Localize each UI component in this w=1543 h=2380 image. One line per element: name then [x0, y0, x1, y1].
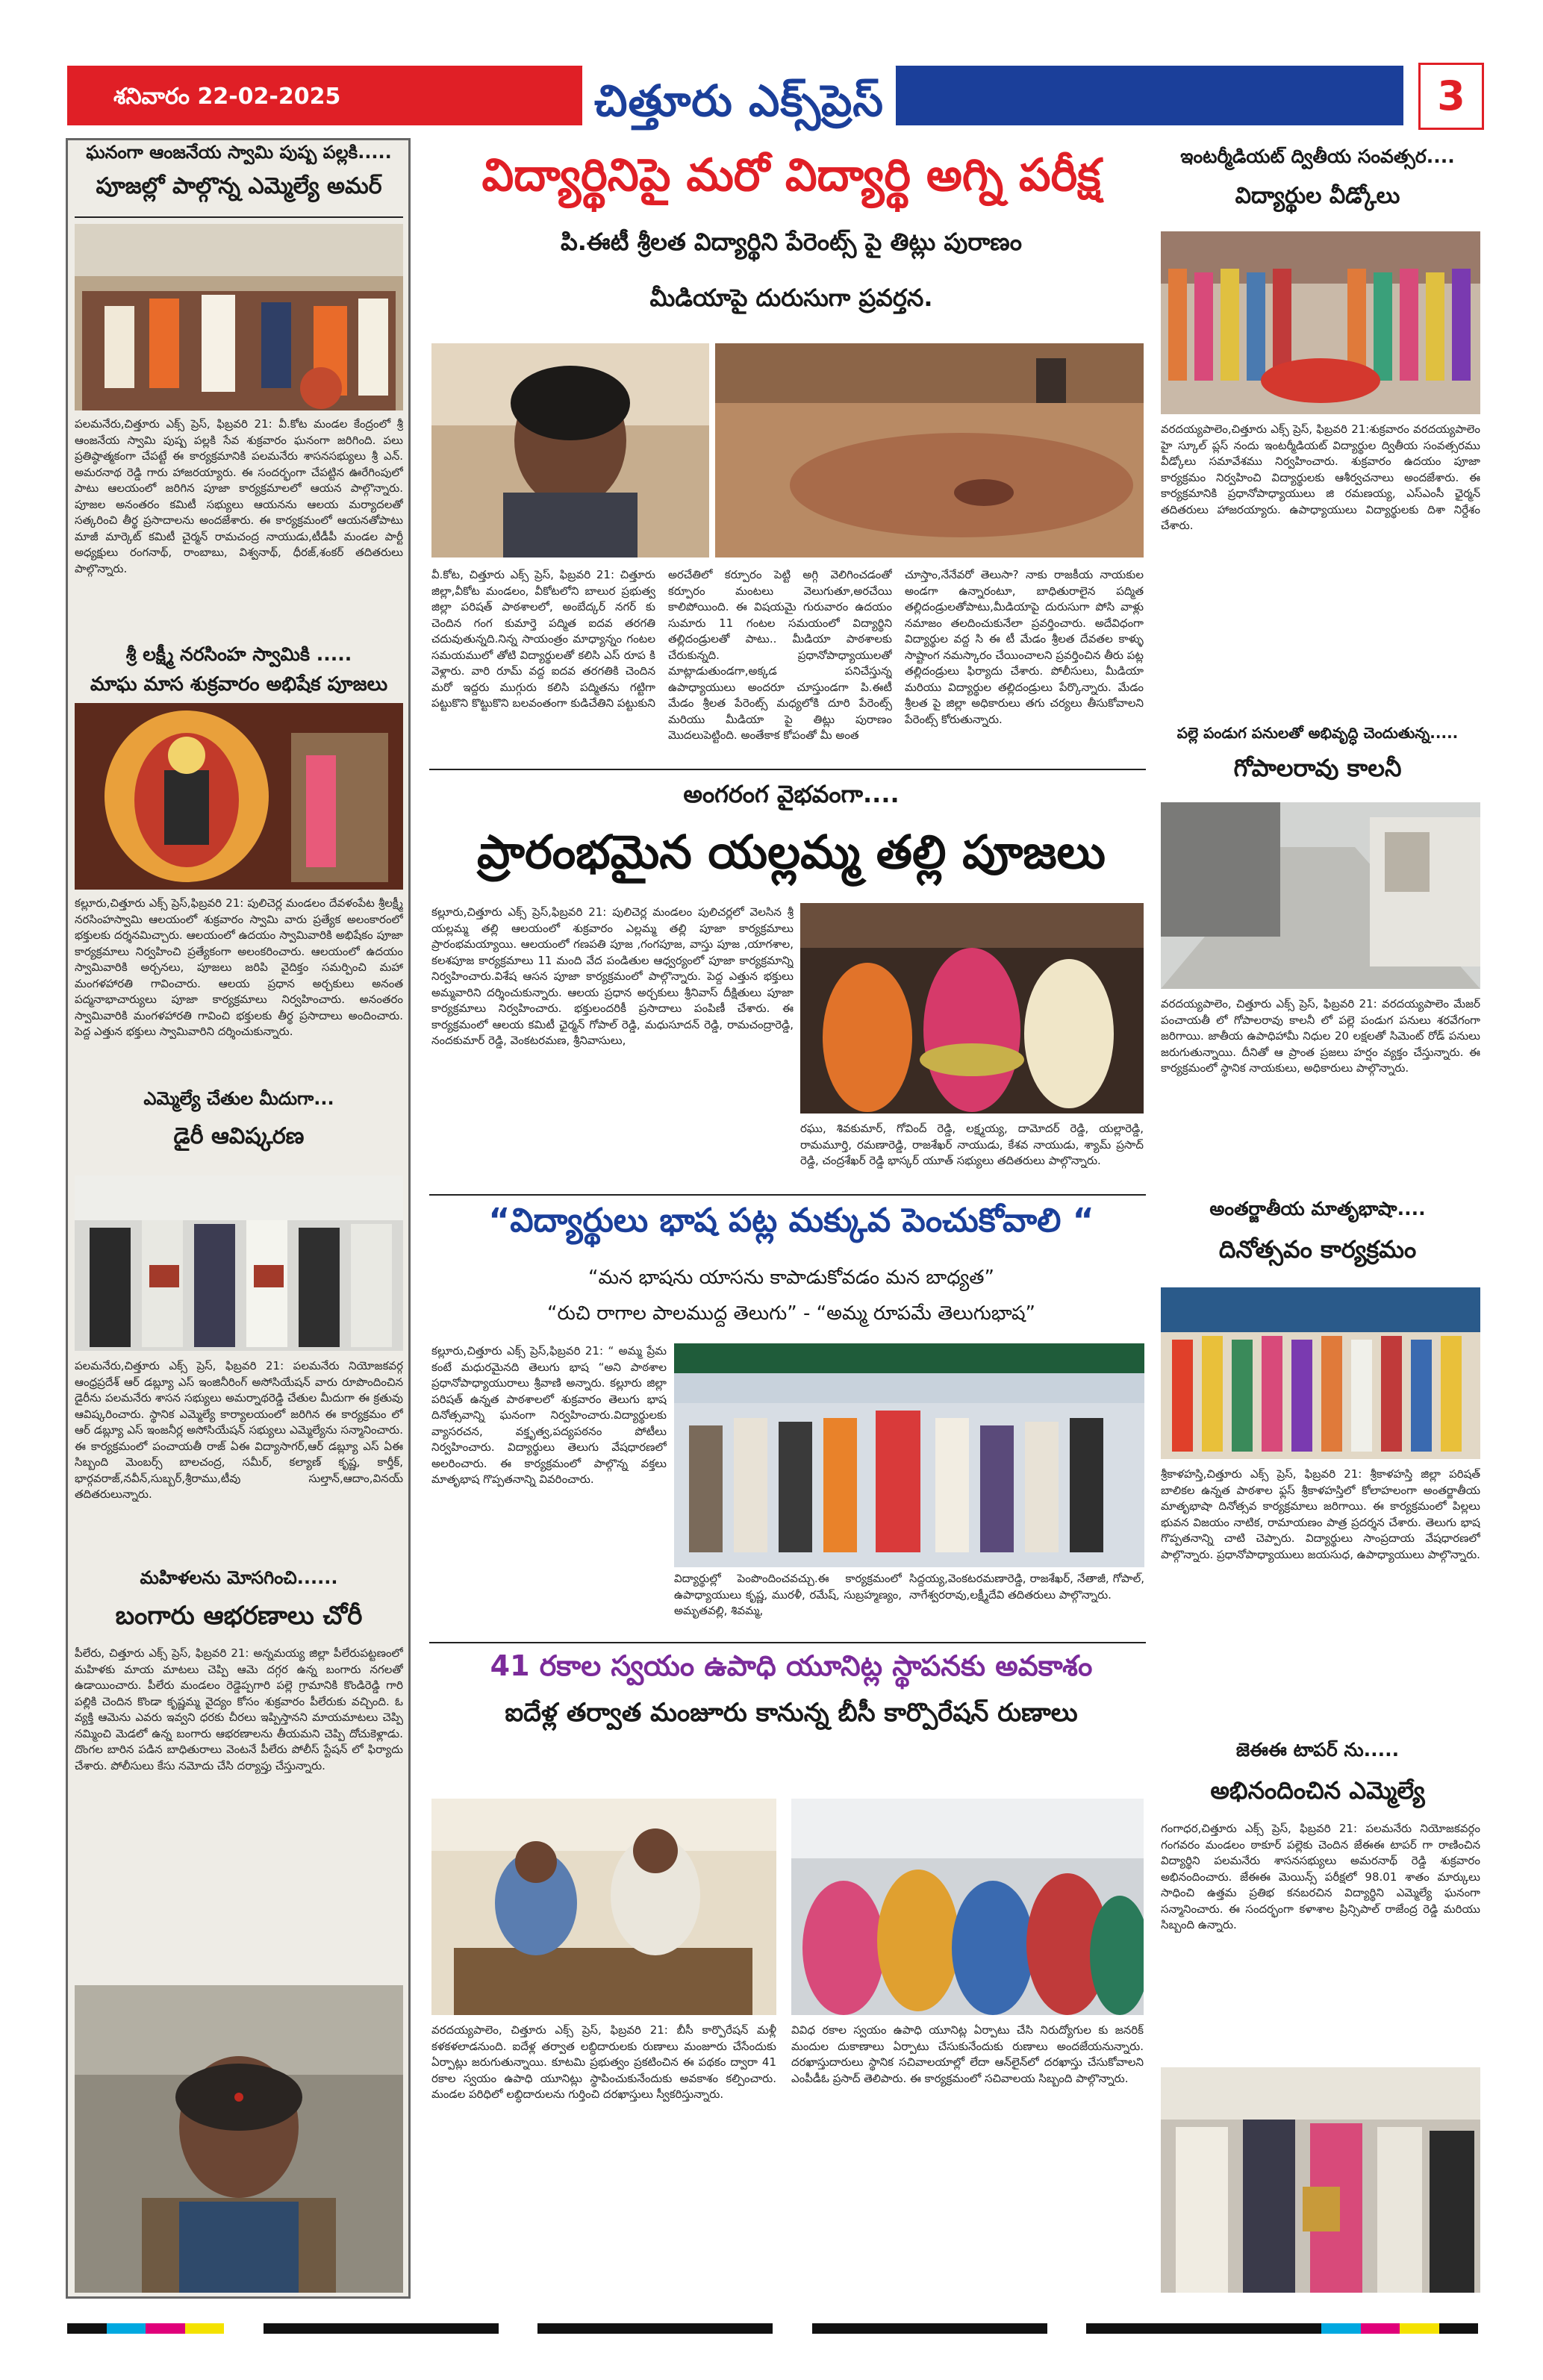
burnt-hand-photo	[715, 343, 1144, 557]
bc-office-photo	[431, 1799, 776, 2015]
diary-launch-photo	[75, 1175, 403, 1351]
a2-kicker: శ్రీ లక్ష్మీ నరసింహ స్వామికి .....	[125, 643, 352, 665]
language-body-col1: కల్లూరు,చిత్తూరు ఎక్స్ ప్రెస్,ఫిబ్రవరి 21: “ అమ్మ ప్రేమ కంటే మధురమైనది తెలుగు భాష “అని పాఠశాల ప్రధానోపాధ్యాయురాలు శ్రీవాణి అన్నారు. కల్లూరు జిల్లా పరిషత్ ఉన్నత పాఠశాలలో శుక్రవారం తెలుగు భాష దినోత్సవాన్ని ఘనంగా నిర్వహించారు.విద్యార్థులకు వ్యాసరచన, వక్తృత్వ,పద్యపఠనం పోటీలు నిర్వహించారు. విద్యార్థులు తెలుగు వేషధారణలో అలరించారు. ఈ కార్యక్రమంలో పాల్గొన్న వక్తలు మాతృభాష గొప్పతనాన్ని వివరించారు.	[431, 1344, 667, 1486]
self-employment-body-col1: వరదయ్యపాలెం, చిత్తూరు ఎక్స్ ప్రెస్, ఫిబ్రవరి 21: బీసీ కార్పొరేషన్ మళ్లీ కళకళలాడనుంది. ఐదేళ్ల తర్వాత లబ్ధిదారులకు రుణాలు మంజూరు చేసేందుకు ఏర్పాట్లు జరుగుతున్నాయి. కూటమి ప్రభుత్వం ప్రకటించిన ఈ పథకం ద్వారా 41 రకాల స్వయం ఉపాధి యూనిట్లు స్థాపించుకునేందుకు అవకాశం కల్పించారు. మండల పరిధిలో లబ్ధిదారులను గుర్తించి దరఖాస్తులు స్వీకరిస్తున్నారు.	[431, 2023, 776, 2101]
divider	[429, 1642, 1146, 1643]
girl-photo	[431, 343, 709, 557]
top-subhead-1: పి.ఈటీ శ్రీలత విద్యార్థిని పేరెంట్స్ పై తిట్లు పురాణం	[561, 228, 1022, 256]
mid-headline: ప్రారంభమైన యల్లమ్మ తల్లి పూజలు	[477, 825, 1106, 879]
page-number-box	[1418, 63, 1484, 130]
top-body-col2: అరచేతిలో కర్పూరం పెట్టి అగ్గి వెలిగించడంతో కర్పూరం మంటలు వెలుగుతూ,అరచేయి కాలిపోయింది. ఈ విషయమై గురువారం ఉదయం సుమారు 11 గంటల సమయంలో విద్యార్థిని తల్లిదండ్రులతో పాటు.. మీడియా పాఠశాలకు చేరుకున్నది. ప్రధానోపాధ్యాయులతో మాట్లాడుతుండగా,అక్కడ పనిచేస్తున్న ఉపాధ్యాయులు అందరూ చూస్తుండగా పి.ఈటీ మేడం శ్రీలత పేరెంట్స్ మధ్యలోకి దూరి పేరెంట్స్ మరియు మీడియా పై తిట్లు పురాణం మొదలుపెట్టింది. అంతేకాక కోపంతో మీ అంత	[668, 568, 892, 742]
mother-tongue-day-photo	[1161, 1287, 1480, 1459]
a3-kicker: ఎమ్మెల్యే చేతుల మీదుగా...	[143, 1088, 334, 1109]
top-body-col3: చూస్తాం,నేనేవరో తెలుసా? నాకు రాజకీయ నాయకుల అండగా ఉన్నారంటూ, బాధితురాలైన పద్మిత తల్లిదండ్రులతోపాటు,మీడియాపై దురుసుగా పోసి వాళ్లు నమాజం తలదించుకునేలా ప్రవర్తించారు. అదేవిధంగా విద్యార్థుల వద్ద సి ఈ టీ మేడం శ్రీలత దేవతల కాళ్ళు సాష్టాంగ నమస్కారం చేయించాలని ప్రవర్తించిన తీరు పట్ల తల్లిదండ్రులు ఫిర్యాదు చేశారు. పోలీసులు, మీడియా మరియు విద్యార్థుల తల్లిదండ్రులు పేర్కొన్నారు. మేడం శ్రీలత పై జిల్లా అధికారులు తగు చర్యలు తీసుకోవాలని పేరెంట్స్ కోరుతున్నారు.	[905, 568, 1144, 726]
r1-kicker: ఇంటర్మీడియట్ ద్వితీయ సంవత్సర....	[1180, 146, 1455, 167]
mid-kicker: అంగరంగ వైభవంగా....	[683, 780, 900, 808]
a3-body: పలమనేరు,చిత్తూరు ఎక్స్ ప్రెస్, ఫిబ్రవరి 21: పలమనేరు నియోజకవర్గ ఆంధ్రప్రదేశ్ ఆర్ డబ్ల్యూ ఎస్ ఇంజినీరింగ్ అసోసియేషన్ వారు రూపొందించిన డైరీను పలమనేరు శాసన సభ్యులు అమర్నాథరెడ్డి చేతుల మీదుగా ఈ క్రతువు ఆవిష్కరించారు. స్థానిక ఎమ్మెల్యే కార్యాలయంలో జరిగిన ఈ కార్యక్రమం లో ఆర్ డబ్ల్యూ ఎస్ ఇంజనీర్ల అసోసియేషన్ సభ్యులు ఎమ్మెల్యేను సన్మానించారు. ఈ కార్యక్రమంలో పంచాయతీ రాజ్ ఏఈ విద్యాసాగర్,ఆర్ డబ్ల్యూ ఎస్ ఏఈ సిబ్బంది మెంబర్స్ బాలచంద్ర, సమీర్, కల్యాణ్ కృష్ణ, కార్తీక్, భార్గవరాజ్,నవీన్,సుబ్బర్,శ్రీరాము,టీవు సుల్తాన్,ఆదాం,వినయ్ తదితరులున్నారు.	[75, 1359, 403, 1501]
a4-body: పీలేరు, చిత్తూరు ఎక్స్ ప్రెస్, ఫిబ్రవరి 21: అన్నమయ్య జిల్లా పీలేరుపట్టణంలో మహిళకు మాయ మాటలు చెప్పి ఆమె దగ్గర ఉన్న బంగారు నగలతో ఉడాయించారు. పీలేరు మండలం రెడ్డెప్పగారి పల్లె గ్రామానికి కొండిరెడ్డి గారి పల్లికి చెందిన కొండా కృష్ణమ్మ వైద్యం కోసం శుక్రవారం పీలేరుకు వచ్చింది. ఓ వ్యక్తి ఆమెను ఎవరు ఇవ్వని ధరకు చీరలు ఇప్పిస్తానని మాయమాటలు చెప్పి నమ్మించి మెడలో ఉన్న బంగారు ఆభరణాలను తీయమని చెప్పి దోచుకెళ్లాడు. దొంగల బారిన పడిన బాధితురాలు వెంటనే పీలేరు పోలీస్ స్టేషన్ లో ఫిర్యాదు చేశారు. పోలీసులు కేసు నమోదు చేసి దర్యాప్తు చేస్తున్నారు.	[75, 1646, 403, 1772]
a4-title: బంగారు ఆభరణాలు చోరీ	[115, 1601, 363, 1631]
jee-topper-felicitation-photo	[1161, 2067, 1480, 2293]
language-subhead-1: “మన భాషను యాసను కాపాడుకోవడం మన బాధ్యత”	[587, 1266, 994, 1289]
a3-title: డైరీ ఆవిష్కరణ	[173, 1123, 305, 1149]
r4-title: అభినందించిన ఎమ్మెల్యే	[1210, 1776, 1425, 1805]
colony-road-photo	[1161, 802, 1480, 989]
logo-box	[582, 60, 896, 138]
top-subhead-2: మీడియాపై దురుసుగా ప్రవర్తన.	[649, 284, 933, 312]
divider	[75, 216, 403, 218]
farewell-photo	[1161, 231, 1480, 414]
a2-title: మాఘ మాస శుక్రవారం అభిషేక పూజలు	[90, 673, 388, 696]
language-subhead-2: “రుచి రాగాల పాలముద్ద తెలుగు” - “అమ్మ రూపమే తెలుగుభాష”	[547, 1302, 1035, 1325]
divider	[429, 769, 1146, 770]
r3-body: శ్రీకాళహస్తి,చిత్తూరు ఎక్స్ ప్రెస్, ఫిబ్రవరి 21: శ్రీకాళహస్తి జిల్లా పరిషత్ బాలికల ఉన్నత పాఠశాల ఫ్లస్ శ్రీకాళహస్తిలో కోలాహలంగా అంతర్జాతీయ మాతృభాషా దినోత్సవ కార్యక్రమాలు జరిగాయి. ఈ కార్యక్రమంలో పిల్లలు భువన విజయం నాటిక, రామాయణం పాత్ర ప్రదర్శన చేశారు. తెలుగు భాష గొప్పతనాన్ని చాటి చెప్పారు. విద్యార్థులు సాంప్రదాయ వేషధారణలో పాల్గొన్నారు. ప్రధానోపాధ్యాయులు జయసుధ, ఉపాధ్యాయులు పాల్గొన్నారు.	[1161, 1467, 1480, 1561]
self-employment-body-col2: వివిధ రకాల స్వయం ఉపాధి యూనిట్ల ఏర్పాటు చేసి నిరుద్యోగుల కు జనరిక్ మందుల దుకాణాలు ఏర్పాటు చేసుకునేందుకు రుణాలు అందజేయనున్నారు. దరఖాస్తుదారులు స్థానిక సచివాలయాల్లో లేదా ఆన్‌లైన్‌లో దరఖాస్తు చేసుకోవాలని ఎంపీడీఓ ప్రసాద్ తెలిపారు. ఈ కార్యక్రమంలో సచివాలయ సిబ్బంది పాల్గొన్నారు.	[791, 2023, 1144, 2085]
page-number: 3	[1421, 65, 1482, 128]
r3-kicker: అంతర్జాతీయ మాతృభాషా....	[1209, 1198, 1426, 1219]
masthead-blue-band	[881, 66, 1403, 125]
mid-body-col1: కల్లూరు,చిత్తూరు ఎక్స్ ప్రెస్,ఫిబ్రవరి 21: పులిచెర్ల మండలం పులిచర్లలో వెలసిన శ్రీ యల్లమ్మ తల్లి ఆలయంలో శుక్రవారం ఎల్లమ్మ తల్లి పూజా కార్యక్రమాలు ప్రారంభమయ్యాయి. ఆలయంలో గణపతి పూజ ,గంగపూజ, వాస్తు పూజ ,యాగశాల, కలశపూజ కార్యక్రమాలు 11 మంది వేద పండితుల ఆధ్వర్యంలో పూజా కార్యక్రమాన్ని నిర్వహించారు.విశేష ఆసన పూజా కార్యక్రమంలో పాల్గొన్నారు. పెద్ద ఎత్తున భక్తులు అమ్మవారిని దర్శించుకున్నారు. ఆలయ ప్రధాన అర్చకులు శ్రీనివాస్ దీక్షితులు పూజా కార్యక్రమాలు నిర్వహించారు. భక్తులందరికీ ప్రసాదాలు పంపిణీ చేశారు. ఈ కార్యక్రమంలో ఆలయ కమిటీ ఛైర్మన్ గోపాల్ రెడ్డి, మధుసూదన్ రెడ్డి, రామచంద్రారెడ్డి, నందకుమార్ రెడ్డి, వెంకటరమణ, శ్రీనివాసులు,	[431, 905, 794, 1047]
divider	[429, 1194, 1146, 1196]
procession-photo	[75, 224, 403, 410]
a1-kicker: ఘనంగా ఆంజనేయ స్వామి పుష్ప పల్లకి.....	[86, 142, 392, 163]
r1-body: వరదయ్యపాలెం,చిత్తూరు ఎక్స్ ప్రెస్, ఫిబ్రవరి 21:శుక్రవారం వరదయ్యపాలెం హై స్కూల్ ప్లస్ నందు ఇంటర్మీడియట్ విద్యార్థుల ద్వితీయ సంవత్సరము వీడ్కోలు సమావేశము నిర్వహించారు. శుక్రవారం ఉదయం పూజా కార్యక్రమం నిర్వహించి విద్యార్థులకు ఆశీర్వచనాలు అందజేశారు. ఈ కార్యక్రమానికి ప్రధానోపాధ్యాయులు జి రమణయ్య, ఎస్ఎంసీ ఛైర్మన్ తదితరులు హాజరయ్యారు. ఉపాధ్యాయులు విద్యార్థులకు దిశా నిర్దేశం చేశారు.	[1161, 422, 1480, 532]
a2-body: కల్లూరు,చిత్తూరు ఎక్స్ ప్రెస్,ఫిబ్రవరి 21: పులిచెర్ల మండలం దేవళంపేట శ్రీలక్ష్మీ నరసింహస్వామి ఆలయంలో శుక్రవారం స్వామి వారు ప్రత్యేక అలంకారంలో భక్తులకు దర్శనమిచ్చారు. ఆలయంలో ఉదయం స్వామివారికి అభిషేకం పూజా కార్యక్రమాలు నిర్వహించి ప్రత్యేకంగా అలంకరించారు. ఆలయంలో ఉదయం స్వామివారికి అర్చనలు, పూజలు జరిపి వైదిక్తం సమర్పించి మహా మంగళహారతి గావించారు. ఆలయ ప్రధాన అర్చకులు అనంత పద్మనాభాచార్యులు పూజా కార్యక్రమాలు నిర్వహించారు. అనంతరం స్వామివారికి మంగళహారతి గావించి భక్తులకు తీర్థ ప్రసాదాలు అందించారు. పెద్ద ఎత్తున భక్తులు స్వామివారిని దర్శించుకున్నారు.	[75, 896, 403, 1038]
school-celebration-photo	[674, 1343, 1144, 1567]
a1-body: పలమనేరు,చిత్తూరు ఎక్స్ ప్రెస్, ఫిబ్రవరి 21: వీ.కోట మండల కేంద్రంలో శ్రీ ఆంజనేయ స్వామి పుష్ప పల్లకి సేవ శుక్రవారం ఘనంగా జరిగింది. పలు ప్రతిష్ఠాత్మకంగా చేపట్టే ఈ కార్యక్రమానికి పలమనేరు శాసనసభ్యులు శ్రీ ఎన్. అమరనాథ రెడ్డి గారు హాజరయ్యారు. ఈ సందర్భంగా చేపట్టిన ఊరేగింపులో పాటు ఆలయంలో జరిగిన పూజా కార్యక్రమాలలో ఆయన పాల్గొన్నారు. పూజల అనంతరం కమిటీ సభ్యులు ఆయనను ఆలయ మర్యాదలతో సత్కరించి తీర్థ ప్రసాదాలను అందజేశారు. ఈ కార్యక్రమంలో ఆయనతోపాటు మాజీ మార్కెట్ కమిటీ చైర్మన్ రామచంద్ర నాయుడు,టీడీపీ మండల పార్టీ అధ్యక్షులు రంగనాథ్, రాంబాబు, విశ్వనాథ్, ధీరజ్,శంకర్ తదితరులు పాల్గొన్నారు.	[75, 417, 403, 575]
victim-photo	[75, 1985, 403, 2293]
a1-title: పూజల్లో పాల్గొన్న ఎమ్మెల్యే అమర్	[96, 173, 382, 199]
r2-kicker: పల్లె పండుగ పనులతో అభివృద్ధి చెందుతున్న.....	[1176, 724, 1459, 742]
language-body-col3: సిద్దయ్య,వెంకటరమణారెడ్డి, రాజశేఖర్, నేతాజీ, గోపాల్, నాగేశ్వరరావు,లక్ష్మీదేవి తదితరులు పాల్గొన్నారు.	[909, 1572, 1144, 1602]
registration-strip	[67, 2323, 1478, 2334]
self-employment-subhead: ఐదేళ్ల తర్వాత మంజూరు కానున్న బీసీ కార్పొరేషన్ రుణాలు	[505, 1698, 1078, 1728]
r1-title: విద్యార్థుల వీడ్కోలు	[1235, 183, 1400, 209]
top-headline: విద్యార్థినిపై మరో విద్యార్థి అగ్ని పరీక్ష	[481, 149, 1101, 202]
r2-title: గోపాలరావు కాలనీ	[1233, 754, 1402, 782]
r4-body: గంగాధర,చిత్తూరు ఎక్స్ ప్రెస్, ఫిబ్రవరి 21: పలమనేరు నియోజకవర్గం గంగవరం మండలం ఠాకూర్ పల్లెకు చెందిన జేఈఈ టాపర్ గా రాణించిన విద్యార్థిని పలమనేరు శాసనసభ్యులు అమరనాథ్ రెడ్డి శుక్రవారం అభినందించారు. జేఈఈ మెయిన్స్ పరీక్షలో 98.01 శాతం మార్కులు సాధించి ఉత్తమ ప్రతిభ కనబరచిన విద్యార్థిని ఎమ్మెల్యే ఘనంగా సన్మానించారు. ఈ సందర్భంగా కళాశాల ప్రిన్సిపాల్ రాజేంద్ర రెడ్డి మరియు సిబ్బంది ఉన్నారు.	[1161, 1822, 1480, 1931]
a4-kicker: మహిళలను మోసగించి......	[140, 1567, 338, 1588]
r4-kicker: జెఈఈ టాపర్ ను.....	[1235, 1739, 1400, 1761]
top-body-col1: వీ.కోట, చిత్తూరు ఎక్స్ ప్రెస్, ఫిబ్రవరి 21: చిత్తూరు జిల్లా,వీకోట మండలం, వీకోటలోని బాలుర ప్రభుత్వ జిల్లా పరిషత్ పాఠశాలలో, అంబేద్కర్ నగర్ కు చెందిన గంగ కుమార్తె పద్మిత ఐదవ తరగతి చదువుతున్నది.నిన్న సాయంత్రం మాధ్యాన్నం గంటల సమయములో తోటి విద్యార్థులతో కలిసి ఎస్ రూప కి వెళ్లారు. వారి రూమ్ వద్ద ఐదవ తరగతికి చెందిన మరో ఇద్దరు ముగ్గురు కలిసి పద్మితను గట్టిగా పట్టుకొని కొట్టుకొని బలవంతంగా కుడిచేతిని పట్టుకుని	[431, 568, 655, 710]
r3-title: దినోత్సవం కార్యక్రమం	[1218, 1235, 1417, 1264]
masthead-date: శనివారం 22-02-2025	[113, 84, 341, 110]
r2-body: వరదయ్యపాలెం, చిత్తూరు ఎక్స్ ప్రెస్, ఫిబ్రవరి 21: వరదయ్యపాలెం మేజర్ పంచాయతీ లో గోపాలరావు కాలనీ లో పల్లె పండుగ పనులు శరవేగంగా జరిగాయి. జాతీయ ఉపాధిహామీ నిధుల 20 లక్షలతో సిమెంట్ రోడ్ పనులు జరుగుతున్నాయి. దీనితో ఆ ప్రాంత ప్రజలు హర్షం వ్యక్తం చేస్తున్నారు. ఈ కార్యక్రమంలో స్థానిక నాయకులు, అధికారులు పాల్గొన్నారు.	[1161, 997, 1480, 1075]
self-employment-headline: 41 రకాల స్వయం ఉపాధి యూనిట్ల స్థాపనకు అవకాశం	[490, 1649, 1093, 1682]
newspaper-logo: చిత్తూరు ఎక్స్‌ప్రెస్	[594, 75, 884, 126]
applicants-crowd-photo	[791, 1799, 1144, 2015]
mid-body-col2: రఘు, శివకుమార్, గోవింద్ రెడ్డి, లక్ష్మయ్య, దామోదర్ రెడ్డి, యల్లారెడ్డి, రామమూర్తి, రమణారెడ్డి, రాజశేఖర్ నాయుడు, కేశవ నాయుడు, శ్యామ్ ప్రసాద్ రెడ్డి, చంద్రశేఖర్ రెడ్డి భాస్కర్ యూత్ సభ్యులు తదితరులు పాల్గొన్నారు.	[800, 1122, 1144, 1167]
language-body-col2: విద్యార్థుల్లో పెంపొందించవచ్చు.ఈ కార్యక్రమంలో ఉపాధ్యాయులు కృష్ణ, మురళీ, రమేష్, సుబ్రహ్మణ్యం, అమృతవల్లి, శివమ్మ,	[674, 1572, 902, 1617]
language-headline: “విద్యార్థులు భాష పట్ల మక్కువ పెంచుకోవాలి “	[488, 1202, 1094, 1240]
deity-photo	[75, 703, 403, 890]
yellamma-puja-photo	[800, 903, 1144, 1114]
